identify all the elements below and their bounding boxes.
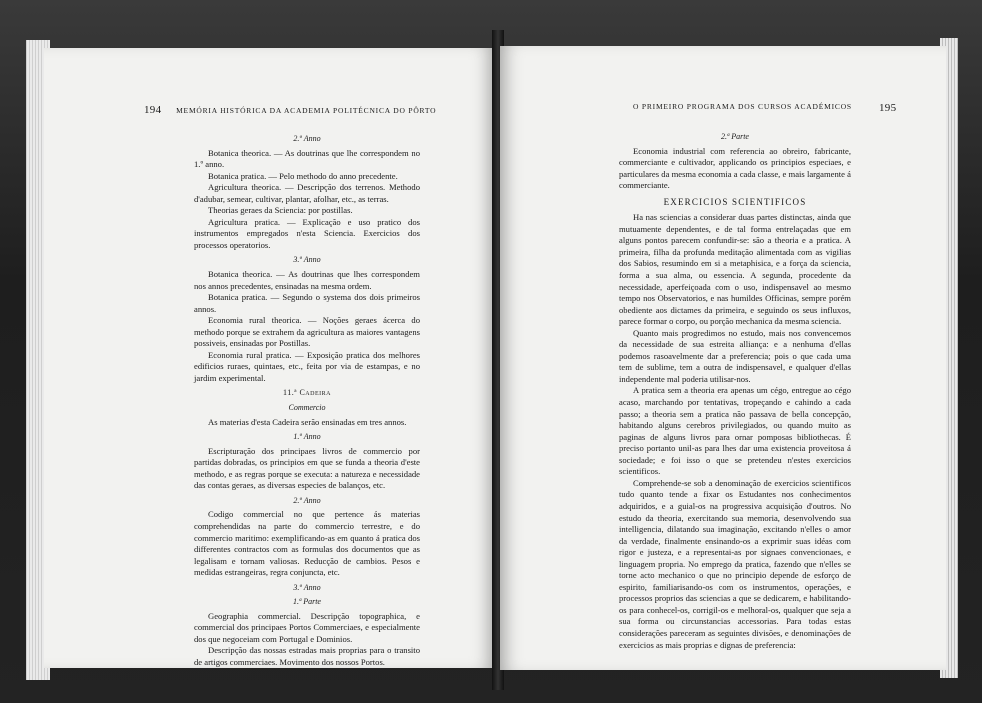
paragraph: A pratica sem a theoria era apenas um cégo, entregue ao cégo acaso, marchando por tentativas, tropeçando e cahindo a cada passo; a theoria sem a pratica não passava de bella concepção, habitando alguns cerebros privilegiados, ou quando muito as paginas de alguns livros para ornar pomposas bibliothecas. É preciso portanto unil-as para lhes dar uma existencia proveitosa á sociedade; e foi isso o que se pretendeu n'estes exercicios scientificos. (619, 385, 851, 477)
right-page (500, 46, 946, 670)
paragraph: Agricultura theorica. — Descripção dos terrenos. Methodo d'adubar, semear, cultivar, plantar, afolhar, etc., as terras. (194, 182, 420, 204)
paragraph: Agricultura pratica. — Explicação e uso pratico dos instrumentos empregados n'esta Sciencia. Exercicios dos processos operatorios. (194, 216, 420, 250)
section-heading: 1.ª Parte (293, 597, 321, 607)
paragraph: Botanica pratica. — Segundo o systema dos dois primeiros annos. (194, 292, 420, 314)
paragraph: Ha nas sciencias a considerar duas partes distinctas, ainda que mutuamente dependentes, e de tal forma entrelaçadas que em alguns pontos parecem confundir-se: são a theoria e a pratica. A primeira, filha da profunda meditação alimentada com as vigilias dos Sabios, resumindo em si a metaphisica, e a força da sciencia, forma a sua alma, ou essencia. A segunda, procedente da necessidade, aperfeiçoada com o uso, indispensavel ao mesmo tempo nos Observatorios, e nas humildes Officinas, sempre porém obediente aos dictames da primeira, e seguindo os seus influxos, parece formar o corpo, ou porção mechanica da mesma sciencia. (619, 212, 851, 327)
section-heading: 2.ª Parte (721, 132, 749, 141)
section-heading: Commercio (288, 403, 326, 413)
section-heading: EXERCICIOS SCIENTIFICOS (663, 196, 807, 207)
paragraph: Economia rural pratica. — Exposição pratica dos melhores edificios ruraes, quintaes, etc., feita por via de estampas, e no jardim experimental. (194, 349, 420, 383)
paragraph: Codigo commercial no que pertence ás materias comprehendidas na parte do commercio terrestre, e do commercio maritimo: exemplificando-as em quanto á pratica dos differentes contractos com as formulas dos documentos que as legalisam e tornam valiosas. Reducção de cambios. Pesos e medidas estrangeiras, regra conjuncta, etc. (194, 509, 420, 578)
section-heading: 2.º Anno (293, 495, 321, 505)
left-page-header (144, 104, 444, 116)
right-page-header (633, 102, 913, 112)
left-page (44, 48, 494, 668)
right-running-head: O PRIMEIRO PROGRAMA DOS CURSOS ACADÉMICOS (633, 102, 852, 111)
paragraph: Theorias geraes da Sciencia: por postillas. (208, 205, 353, 216)
paragraph: As materias d'esta Cadeira serão ensinadas em tres annos. (208, 416, 407, 427)
section-heading: 11.ª Cadeira (283, 388, 331, 398)
left-page-number: 194 (144, 104, 162, 116)
paragraph: Botanica theorica. — As doutrinas que lhes correspondem nos annos precedentes, ensinadas na mesma ordem. (194, 269, 420, 291)
paragraph: Economia rural theorica. — Noções geraes ácerca do methodo porque se extrahem da agricultura as maiores vantagens possiveis, ensinadas por Postillas. (194, 315, 420, 349)
paragraph: Botanica pratica. — Pelo methodo do anno precedente. (208, 170, 398, 181)
section-heading: 1.º Anno (293, 432, 321, 442)
paragraph: Descripção das nossas estradas mais proprias para o transito de artigos commerciaes. Movimento dos nossos Portos. (194, 645, 420, 667)
section-heading: 3.º Anno (293, 582, 321, 592)
left-running-head: MEMÓRIA HISTÓRICA DA ACADEMIA POLITÉCNICA DO PÔRTO (176, 106, 437, 115)
paragraph: Escripturação dos principaes livros de commercio por partidas dobradas, os principios em que se funda a theoria d'este methodo, e as regras porque se executa: a natureza e necessidade das contas geraes, as diversas especies de balanços, etc. (194, 445, 420, 491)
right-page-number: 195 (879, 102, 897, 114)
paragraph: Geographia commercial. Descripção topographica, e commercial dos principaes Portos Commerciaes, e especialmente dos que negoceiam com Portugal e Dominios. (194, 610, 420, 644)
paragraph: Economia industrial com referencia ao obreiro, fabricante, commerciante e cultivador, applicando os principios especiaes, e particulares da mesma economia a cada classe, e mais largamente á commerciante. (619, 145, 851, 191)
right-page-text (619, 128, 851, 651)
section-heading: 2.º Anno (293, 134, 321, 143)
paragraph: Comprehende-se sob a denominação de exercicios scientificos tudo quanto tende a fixar os Estudantes nos conhecimentos adquiridos, e a guial-os na progressiva acquisição d'outros. No estudo da theoria, exercitando sua memoria, desenvolvendo sua intelligencia, dilatando sua imaginação, excitando n'elles o amor da verdade, finalmente ensinando-os a exprimir suas idéas com rigor e justeza, e a representai-as por signaes convencionaes, e linguagem propria. No emprego da pratica, fazendo que n'elles se torne acto mechanico o que no principio depende de esforço de espirito, familiarisando-os com os instrumentos, operações, e processos proprios das sciencias a que se dedicarem, e habilitando-os para conhecel-os, corrigil-os e melhoral-os, qualquer que seja a sua forma ou circunstancias accessorias. Para todas estas considerações pareceram as seguintes divisões, e denominações de exercicios as mais proprias e dignas de preferencia: (619, 477, 851, 650)
paragraph: Botanica theorica. — As doutrinas que lhe correspondem no 1.º anno. (194, 147, 420, 170)
paragraph: Quanto mais progredimos no estudo, mais nos convencemos da necessidade de sua estreita alliança: e a nenhuma d'ellas podemos rasoavelmente dar a preferencia; pois o que cada uma tem de sublime, tem a outra de indispensavel, e qualquer d'ellas independente mal poderia utilisar-nos. (619, 327, 851, 384)
left-page-text (194, 130, 420, 668)
section-heading: 3.º Anno (293, 255, 321, 265)
